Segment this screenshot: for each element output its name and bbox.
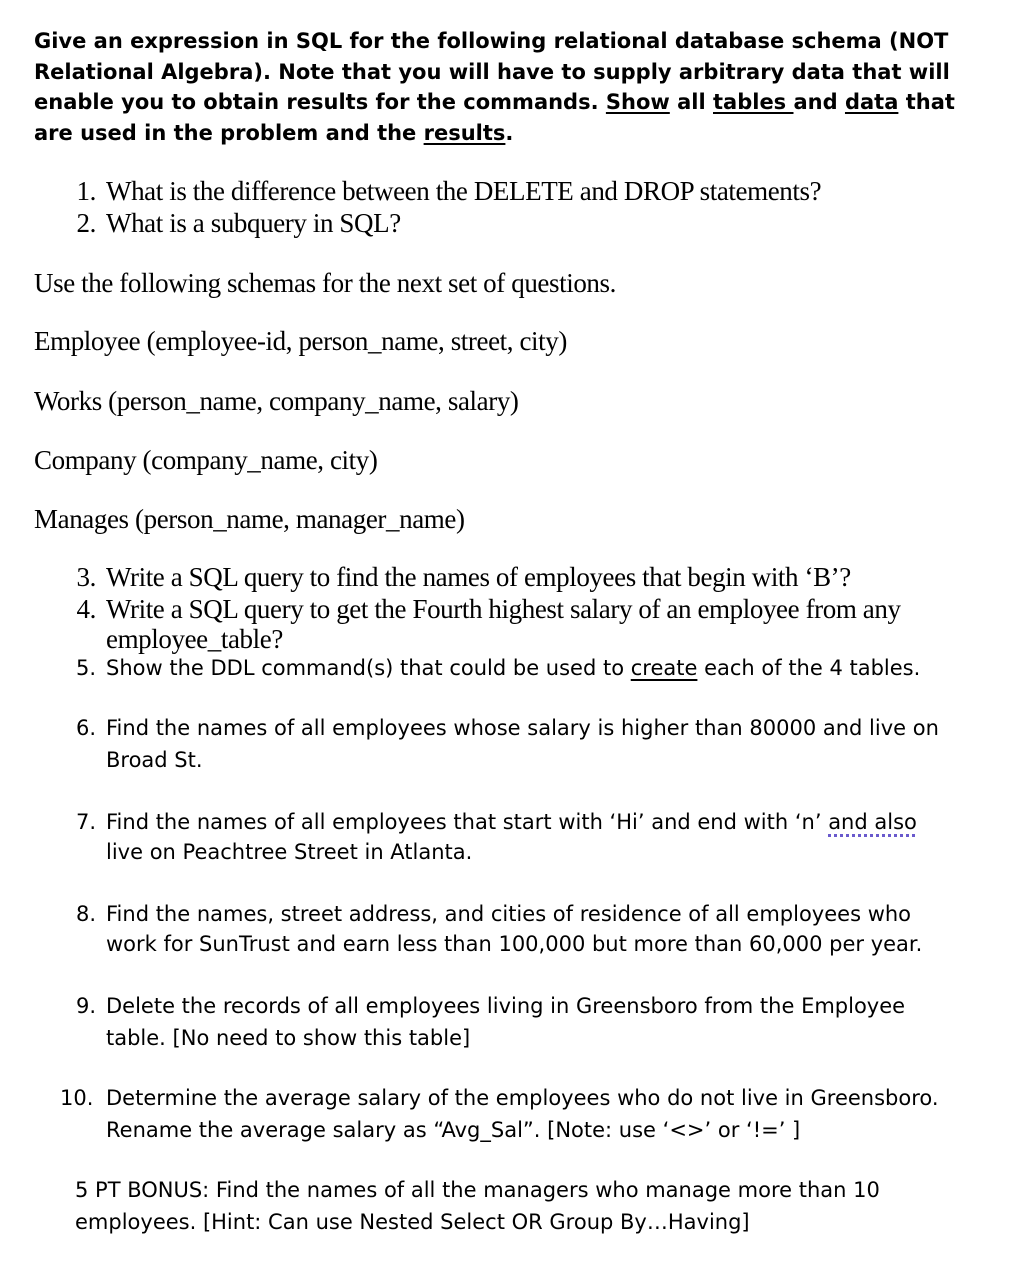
schemas-intro: Use the following schemas for the next set of questions. bbox=[34, 268, 616, 298]
data-underlined: data bbox=[844, 90, 899, 114]
schema-manages: Manages (person_name, manager_name) bbox=[34, 504, 465, 534]
create-underlined: create bbox=[630, 656, 698, 680]
question-9-line-2: table. [No need to show this table] bbox=[106, 1026, 471, 1050]
question-number-2: 2. bbox=[76, 208, 96, 238]
instructions-text-2: that are used in the problem and the bbox=[34, 90, 955, 145]
question-8-line-2: work for SunTrust and earn less than 100,000 but more than 60,000 per year. bbox=[106, 932, 923, 956]
question-number-10: 10. bbox=[60, 1086, 94, 1110]
bonus-line-1: 5 PT BONUS: Find the names of all the managers who manage more than 10 bbox=[75, 1178, 880, 1202]
question-number-3: 3. bbox=[76, 562, 96, 592]
results-underlined: results bbox=[423, 120, 506, 145]
schema-works: Works (person_name, company_name, salary) bbox=[34, 386, 519, 416]
instructions-text-all: all bbox=[669, 90, 713, 114]
question-10-line-2: Rename the average salary as “Avg_Sal”. [Note: use ‘<>’ or ‘!=’ ] bbox=[106, 1118, 801, 1142]
question-4-line-2: employee_table? bbox=[106, 624, 283, 654]
tables-underlined: tables bbox=[713, 90, 794, 114]
question-number-1: 1. bbox=[76, 176, 96, 206]
schema-employee: Employee (employee-id, person_name, street, city) bbox=[34, 326, 567, 356]
bonus-line-2: employees. [Hint: Can use Nested Select OR Group By…Having] bbox=[75, 1210, 750, 1234]
show-underlined: Show bbox=[605, 90, 670, 114]
question-6-line-2: Broad St. bbox=[106, 748, 203, 772]
question-3: Write a SQL query to find the names of employees that begin with ‘B’? bbox=[106, 562, 851, 592]
instructions-paragraph: Give an expression in SQL for the following relational database schema (NOT Relational Algebra). Note that you will have to supply arbitrary data that will enable you to obtain results for the commands. Show all tables and data that are used in the problem and the results. bbox=[34, 29, 955, 145]
question-10-line-1: Determine the average salary of the employees who do not live in Greensboro. bbox=[106, 1086, 939, 1110]
question-6-line-1: Find the names of all employees whose salary is higher than 80000 and live on bbox=[106, 716, 939, 740]
question-7-line-1: Find the names of all employees that start with ‘Hi’ and end with ‘n’ and also bbox=[106, 810, 917, 834]
question-number-6: 6. bbox=[75, 716, 96, 740]
instructions-text-and: and bbox=[793, 90, 838, 114]
question-number-8: 8. bbox=[75, 902, 96, 926]
question-5: Show the DDL command(s) that could be used to create each of the 4 tables. bbox=[106, 656, 921, 680]
schema-company: Company (company_name, city) bbox=[34, 445, 378, 475]
question-number-4: 4. bbox=[76, 594, 96, 624]
question-8-line-1: Find the names, street address, and cities of residence of all employees who bbox=[106, 902, 912, 926]
question-number-9: 9. bbox=[75, 994, 96, 1018]
question-number-7: 7. bbox=[75, 810, 96, 834]
question-7-line-2: live on Peachtree Street in Atlanta. bbox=[106, 840, 473, 864]
question-number-5: 5. bbox=[75, 656, 96, 680]
question-9-line-1: Delete the records of all employees living in Greensboro from the Employee bbox=[106, 994, 906, 1018]
instructions-text: Give an expression in SQL for the following relational database schema (NOT Relational Algebra). Note that you will have to supply arbitrary data that will enable you to obtain results for the commands. bbox=[34, 29, 950, 114]
question-1: What is the difference between the DELETE and DROP statements? bbox=[106, 176, 822, 206]
question-2: What is a subquery in SQL? bbox=[106, 208, 401, 238]
and-also-dotted-underline: and also bbox=[828, 810, 917, 834]
question-4-line-1: Write a SQL query to get the Fourth highest salary of an employee from any bbox=[106, 594, 901, 624]
